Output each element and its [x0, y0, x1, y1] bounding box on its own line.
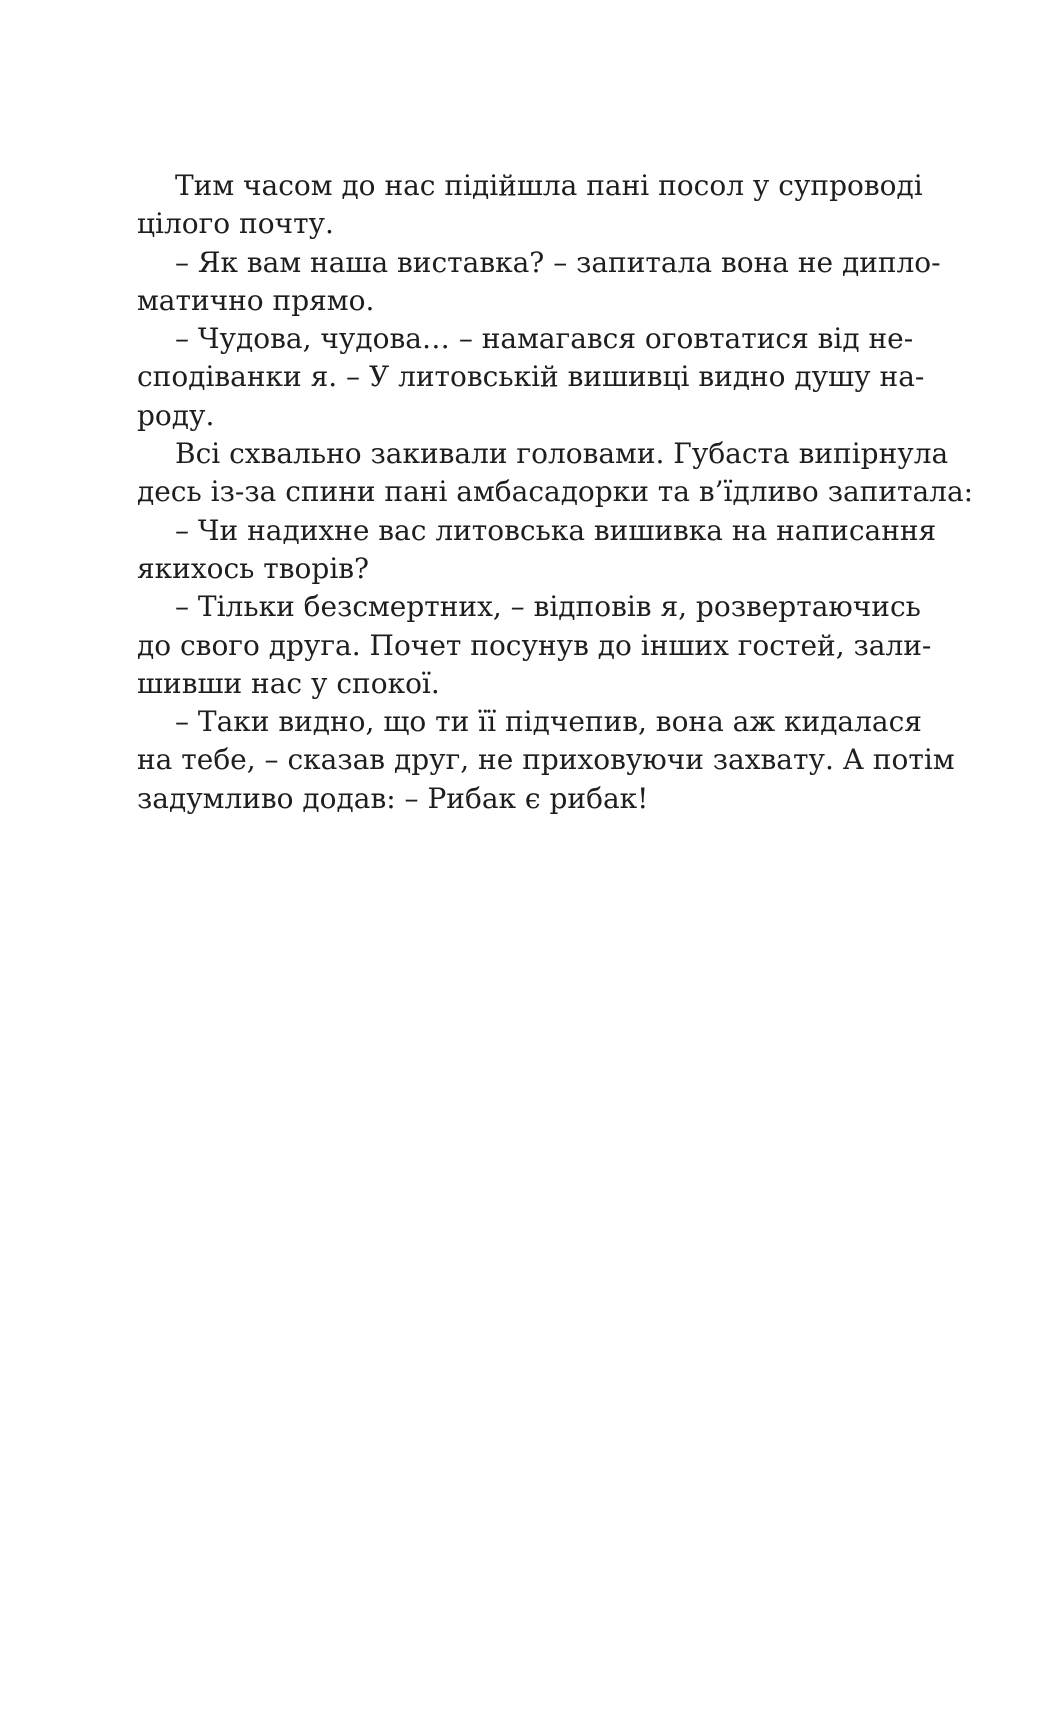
text-line: Тим часом до нас підійшла пані посол у супроводі	[175, 169, 923, 202]
text-line: цілого почту.	[137, 207, 334, 241]
text-line: на тебе, – сказав друг, не приховуючи захвату. А потім	[137, 743, 955, 777]
text-line: – Чудова, чудова… – намагався оговтатися від не-	[175, 322, 914, 356]
text-line: якихось творів?	[137, 551, 370, 585]
text-line: – Чи надихне вас литовська вишивка на написання	[175, 513, 937, 547]
text-line: сподіванки я. – У литовській вишивці видно душу на-	[137, 360, 925, 394]
text-line: задумливо додав: – Рибак є рибак!	[137, 781, 649, 815]
text-line: – Таки видно, що ти її підчепив, вона аж кидалася	[175, 705, 922, 739]
text-line: роду.	[137, 398, 215, 432]
body-text	[137, 167, 974, 818]
text-line: Всі схвально закивали головами. Губаста випірнула	[175, 437, 949, 471]
text-line: десь із-за спини пані амбасадорки та в’їдливо запитала:	[137, 475, 974, 509]
text-line: до свого друга. Почет посунув до інших гостей, зали-	[137, 628, 932, 662]
text-line: шивши нас у спокої.	[137, 666, 440, 700]
text-line: матично прямо.	[137, 283, 375, 317]
text-line: – Тільки безсмертних, – відповів я, розвертаючись	[175, 590, 921, 624]
text-line: – Як вам наша виставка? – запитала вона не дипло-	[175, 245, 941, 279]
